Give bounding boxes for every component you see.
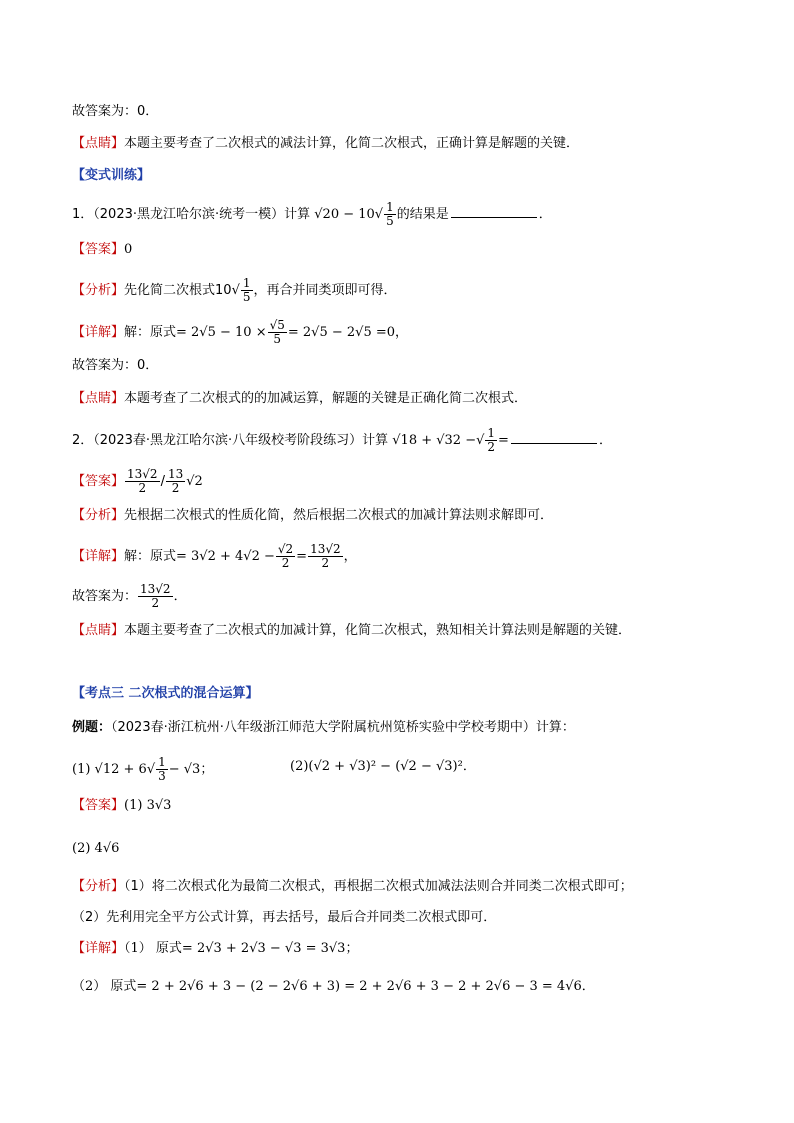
comment-tag: 【点睛】: [72, 136, 125, 151]
q2-end: ．: [598, 433, 612, 448]
q1-answer: 0: [124, 242, 133, 257]
question-2: 2．（2023春·黑龙江哈尔滨·八年级校考阶段练习）计算 √18 + √32 −√ $\frac{1}{2}$ = ．: [72, 426, 612, 454]
q2-analysis-line: [72, 507, 553, 525]
answer-line: [72, 103, 158, 121]
section-3-heading: [72, 685, 259, 703]
detail-tag: 【详解】: [72, 325, 125, 340]
q2-final-a: 故答案为：: [72, 589, 138, 604]
comment-text: 本题主要考查了二次根式的减法计算，化简二次根式，正确计算是解题的关键．: [124, 136, 580, 151]
ex1-num: 1: [158, 755, 166, 769]
q1-analysis-line: 【分析】先化简二次根式10√ $\frac{1}{5}$ ，再合并同类项即可得．: [72, 276, 397, 304]
q2-expression: √18 + √32 −: [392, 433, 477, 448]
q2-det-f1-num: √2: [277, 542, 294, 556]
q2-detail-line: [72, 543, 357, 570]
analysis-tag: 【分析】: [72, 508, 125, 523]
ex-analysis-2: （2）先利用完全平方公式计算，再去括号，最后合并同类二次根式即可．: [72, 910, 497, 925]
q2-final-num: 13√2: [140, 582, 171, 596]
q2-ans-den: 2: [138, 481, 147, 495]
q2-det-f2-num: 13√2: [310, 542, 341, 556]
q2-detail-a: 解：原式= 3√2 + 4√2 −: [124, 549, 275, 564]
q2-detail-frac-2: [308, 543, 343, 570]
q2-comment-line: [72, 622, 631, 640]
ex-analysis-line: [72, 878, 633, 896]
q1-final: 故答案为：0．: [72, 358, 159, 373]
answer-tag: 【答案】: [72, 798, 125, 813]
q2-eq: =: [498, 433, 509, 448]
q2-detail-frac-1: [276, 543, 295, 570]
analysis-tag: 【分析】: [72, 283, 125, 298]
section-3-title: 【考点三 二次根式的混合运算】: [72, 686, 259, 701]
ex1-fraction: [156, 756, 168, 783]
ex-answer-line: [72, 797, 171, 815]
q2-det-f1-den: 2: [281, 556, 290, 570]
q1-final-line: [72, 357, 158, 375]
q2-ans-slash: /: [160, 474, 165, 489]
ex-answer-2: (2) 4√6: [72, 841, 120, 856]
q1-frac-num: 1: [386, 200, 394, 214]
ex-detail-2-line: [72, 978, 595, 996]
answer-tag: 【答案】: [72, 242, 125, 257]
q1-ana-frac-den: 5: [242, 290, 251, 304]
question-1: 1．（2023·黑龙江哈尔滨·统考一模）计算 √20 − 10√ $\frac{1}{5}$ 的结果是 ．: [72, 200, 552, 228]
example-label: 例题：: [72, 720, 112, 735]
q2-final-end: ．: [173, 589, 187, 604]
q2-ans2-num: 13: [167, 467, 184, 481]
q2-frac-den: 2: [487, 440, 496, 454]
q1-detail-b: = 2√5 − 2√5 =0，: [287, 325, 409, 340]
q1-detail-fraction: [268, 319, 287, 346]
variant-title: 【变式训练】: [72, 168, 151, 183]
example-part-2: [290, 758, 476, 776]
ex-analysis-1: （1）将二次根式化为最简二次根式，再根据二次根式加减法法则合并同类二次根式即可；: [124, 879, 633, 894]
q1-detail-line: [72, 319, 408, 346]
comment-tag: 【点睛】: [72, 623, 125, 638]
q2-det-end: ，: [343, 549, 357, 564]
analysis-tag: 【分析】: [72, 879, 125, 894]
q1-answer-line: [72, 241, 132, 259]
q1-expression: √20 − 10: [314, 207, 375, 222]
q1-analysis-b: ，再合并同类项即可得．: [253, 283, 397, 298]
variant-heading: [72, 167, 150, 185]
ex1-b: − √3；: [168, 762, 214, 777]
q2-answer-fraction: [125, 468, 160, 495]
q2-det-eq: =: [296, 549, 308, 564]
q1-comment: 本题考查了二次根式的的加减运算，解题的关键是正确化简二次根式．: [124, 391, 528, 406]
ex2: (2)(√2 + √3)² − (√2 − √3)²．: [290, 759, 476, 774]
ex-analysis-2-line: [72, 909, 496, 927]
ex-detail-2: （2） 原式= 2 + 2√6 + 3 − (2 − 2√6 + 3) = 2 + 2√6 + 3 − 2 + 2√6 − 3 = 4√6．: [72, 979, 595, 994]
q1-analysis-a: 先化简二次根式10: [124, 283, 232, 298]
q2-fraction: [485, 427, 497, 454]
q2-answer-fraction-2: [166, 468, 185, 495]
q2-final-fraction: [138, 583, 173, 610]
q2-final-line: [72, 583, 187, 610]
example-line: [72, 719, 575, 737]
q1-frac-den: 5: [386, 214, 394, 228]
q1-analysis-fraction: [241, 277, 253, 304]
q2-blank: [511, 431, 597, 444]
ex-detail-line: [72, 940, 358, 958]
q1-detail-a: 解：原式= 2√5 − 10 ×: [124, 325, 267, 340]
q2-prefix: 2．（2023春·黑龙江哈尔滨·八年级校考阶段练习）计算: [72, 433, 389, 448]
q1-det-num: √5: [269, 318, 285, 332]
q1-comment-line: [72, 390, 527, 408]
q2-final-den: 2: [151, 596, 160, 610]
answer-tag: 【答案】: [72, 474, 125, 489]
q1-fraction: [384, 201, 396, 228]
ex-answer-1: (1) 3√3: [124, 798, 172, 813]
ex-answer-2-line: [72, 840, 119, 858]
q2-det-f2-den: 2: [321, 556, 330, 570]
ex1-den: 3: [158, 769, 166, 783]
detail-tag: 【详解】: [72, 549, 125, 564]
q2-ans2-tail: √2: [186, 474, 203, 489]
ex1-a: (1) √12 + 6: [72, 762, 147, 777]
q1-end: ．: [538, 207, 552, 222]
q1-blank: [451, 205, 537, 218]
q1-suffix: 的结果是: [396, 207, 449, 222]
q1-prefix: 1．（2023·黑龙江哈尔滨·统考一模）计算: [72, 207, 311, 222]
q2-analysis: 先根据二次根式的性质化简，然后根据二次根式的加减计算法则求解即可．: [124, 508, 554, 523]
example-text: （2023春·浙江杭州·八年级浙江师范大学附属杭州笕桥实验中学校考期中）计算：: [111, 720, 575, 735]
q2-ans-num: 13√2: [127, 467, 158, 481]
answer-text: 故答案为：0．: [72, 104, 159, 119]
comment-line-1: [72, 135, 579, 153]
q2-frac-num: 1: [487, 426, 496, 440]
q1-ana-frac-num: 1: [242, 276, 251, 290]
q2-answer-line: [72, 468, 203, 495]
q2-ans2-den: 2: [171, 481, 180, 495]
detail-tag: 【详解】: [72, 941, 125, 956]
ex-detail-1: （1） 原式= 2√3 + 2√3 − √3 = 3√3；: [124, 941, 359, 956]
q1-det-den: 5: [273, 332, 282, 346]
comment-tag: 【点睛】: [72, 391, 125, 406]
example-part-1: (1) √12 + 6√ $\frac{1}{3}$ − √3；: [72, 755, 214, 783]
q2-comment: 本题主要考查了二次根式的加减计算，化简二次根式，熟知相关计算法则是解题的关键．: [124, 623, 632, 638]
